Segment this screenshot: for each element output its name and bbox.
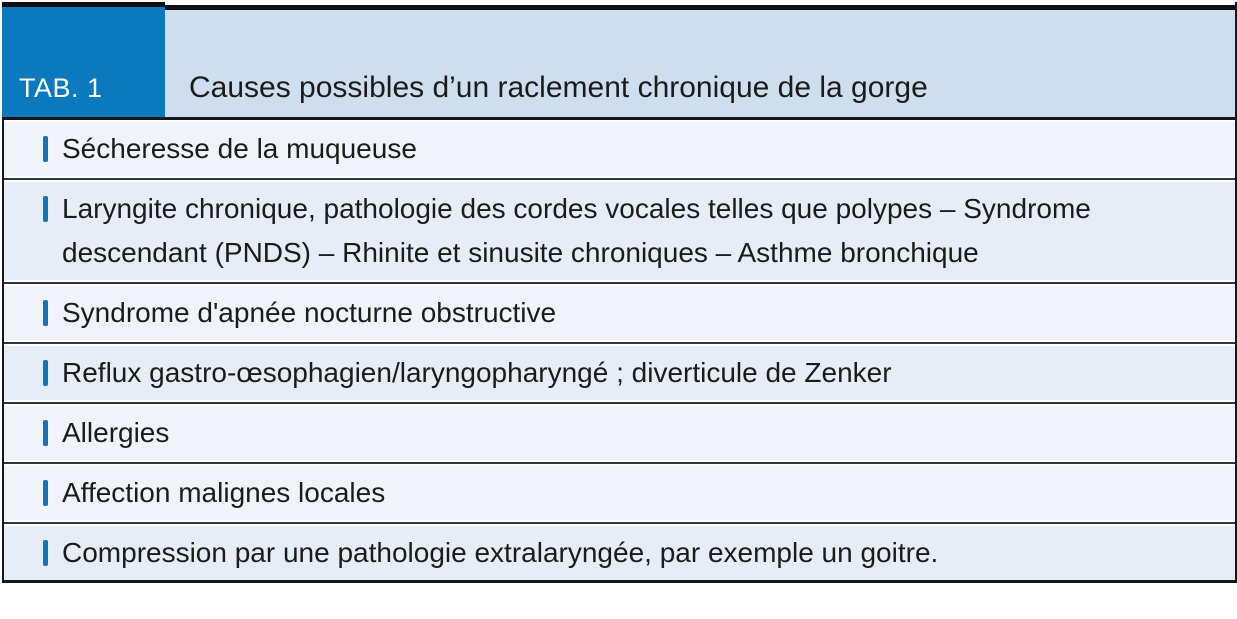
row-bullet-bar-icon	[43, 540, 48, 566]
row-separator	[4, 282, 1235, 284]
row-text: Laryngite chronique, pathologie des cordes vocales telles que polypes – Syndrome descendant (PNDS) – Rhinite et sinusite chroniques – Asthme bronchique	[62, 193, 1091, 268]
table-title: Causes possibles d’un raclement chronique de la gorge	[189, 71, 928, 104]
row-separator	[4, 462, 1235, 464]
row-bullet-bar-icon	[43, 300, 48, 326]
row-text: Sécheresse de la muqueuse	[62, 133, 417, 164]
table-header	[4, 2, 1235, 117]
row-text: Compression par une pathologie extralaryngée, par exemple un goitre.	[62, 537, 939, 568]
table-tag-box	[2, 2, 165, 117]
row-separator	[4, 178, 1235, 180]
table-row	[4, 122, 1235, 176]
bottom-divider	[4, 580, 1235, 583]
row-bullet-bar-icon	[43, 136, 48, 162]
row-separator	[4, 342, 1235, 344]
row-bullet-bar-icon	[43, 360, 48, 386]
row-separator	[4, 522, 1235, 524]
row-bullet-bar-icon	[43, 196, 48, 222]
row-text: Affection malignes locales	[62, 477, 386, 508]
row-text: Syndrome d'apnée nocturne obstructive	[62, 297, 557, 328]
table-row	[4, 526, 1235, 580]
row-bullet-bar-icon	[43, 480, 48, 506]
table-tag-label: TAB. 1	[19, 73, 103, 103]
table-rows	[4, 120, 1235, 580]
row-separator	[4, 402, 1235, 404]
table-row	[4, 286, 1235, 340]
causes-table	[2, 2, 1237, 583]
table-title-band	[165, 5, 1235, 117]
table-row	[4, 466, 1235, 520]
row-text: Allergies	[62, 417, 170, 448]
table-row	[4, 182, 1235, 280]
row-text: Reflux gastro-œsophagien/laryngopharyngé ; diverticule de Zenker	[62, 357, 892, 388]
row-bullet-bar-icon	[43, 420, 48, 446]
table-row	[4, 346, 1235, 400]
table-row	[4, 406, 1235, 460]
